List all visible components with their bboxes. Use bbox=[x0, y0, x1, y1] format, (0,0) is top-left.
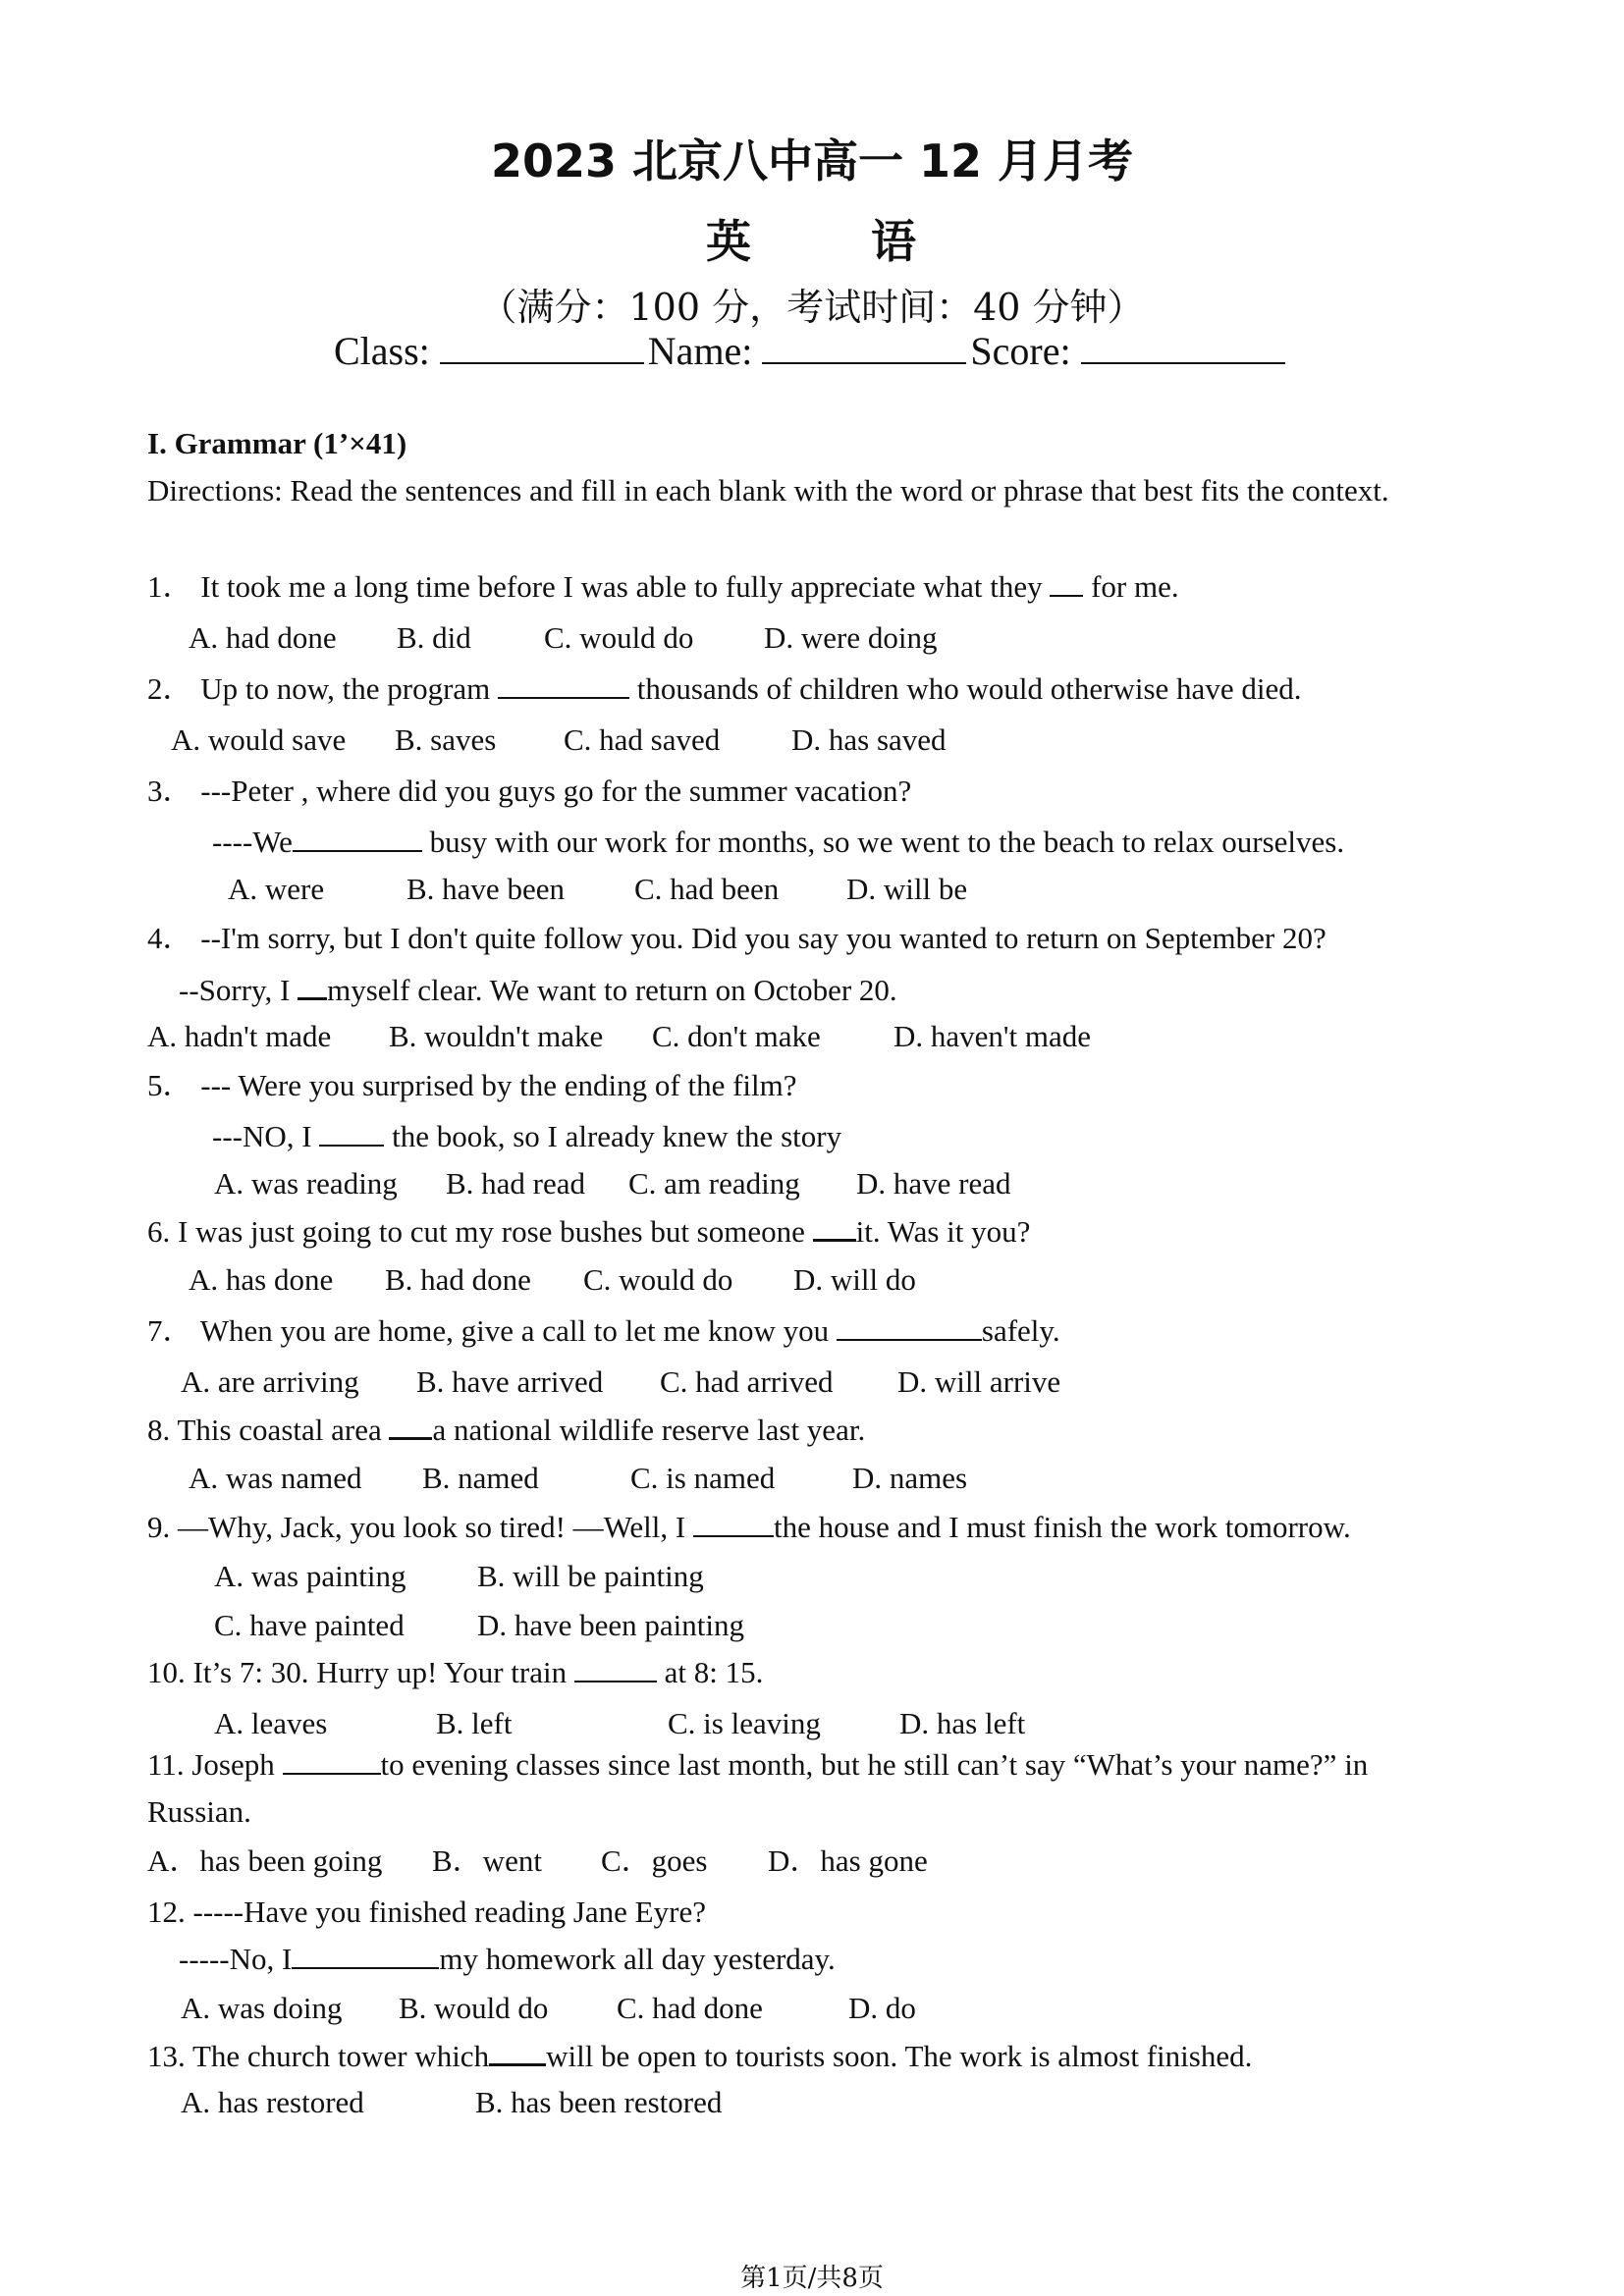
option-c: C. is named bbox=[630, 1461, 776, 1495]
question-12: 12. -----Have you finished reading Jane Eyre? bbox=[147, 1895, 706, 1929]
question-9-options-row-2 bbox=[214, 1610, 744, 1640]
question-text: 1． It took me a long time before I was able to fully appreciate what they bbox=[147, 569, 1043, 604]
question-text: to evening classes since last month, but he still can’t say “What’s your name?” in bbox=[380, 1747, 1369, 1782]
exam-title: 2023 北京八中高一 12 月月考 bbox=[490, 134, 1134, 187]
answer-blank bbox=[574, 1657, 657, 1682]
answer-blank bbox=[813, 1215, 856, 1242]
exam-info: （满分：100 分，考试时间：40 分钟） bbox=[479, 286, 1145, 329]
option-a: A. are arriving bbox=[181, 1364, 359, 1399]
answer-blank bbox=[319, 1121, 384, 1147]
option-a: A. leaves bbox=[214, 1706, 328, 1740]
option-c: C. don't make bbox=[652, 1019, 821, 1053]
answer-blank bbox=[693, 1512, 774, 1537]
question-text: busy with our work for months, so we went to the beach to relax ourselves. bbox=[429, 825, 1345, 859]
question-5-options bbox=[214, 1168, 1011, 1199]
option-c: C. had arrived bbox=[660, 1364, 834, 1399]
answer-blank bbox=[298, 974, 327, 1000]
question-13-options bbox=[181, 2087, 722, 2117]
option-d: D. has saved bbox=[791, 722, 947, 757]
score-blank[interactable] bbox=[1081, 331, 1285, 364]
option-b: B. have been bbox=[406, 872, 565, 906]
answer-blank bbox=[489, 2040, 546, 2066]
question-text: 2． Up to now, the program bbox=[147, 671, 491, 706]
option-a: A. was reading bbox=[214, 1166, 398, 1201]
option-a: A. hadn't made bbox=[147, 1019, 332, 1053]
option-d: D．has gone bbox=[768, 1843, 928, 1878]
score-label: Score: bbox=[970, 329, 1071, 373]
question-11 bbox=[147, 1749, 1368, 1780]
question-4: 4． --I'm sorry, but I don't quite follow you. Did you say you wanted to return on September 20? bbox=[147, 921, 1326, 955]
option-a: A. has restored bbox=[181, 2085, 364, 2119]
answer-blank bbox=[498, 673, 629, 699]
option-a: A. would save bbox=[171, 722, 347, 757]
page-number: 第1页/共8页 bbox=[740, 2264, 884, 2293]
answer-blank bbox=[292, 1944, 439, 1969]
option-c: C. is leaving bbox=[668, 1706, 821, 1740]
option-c: C. have painted bbox=[214, 1608, 405, 1642]
section-heading: I. Grammar (1’×41) bbox=[147, 426, 407, 460]
option-d: D. has left bbox=[899, 1706, 1026, 1740]
option-b: B. will be painting bbox=[477, 1559, 704, 1593]
question-text: the book, so I already knew the story bbox=[392, 1119, 842, 1153]
answer-blank bbox=[389, 1414, 432, 1440]
question-7-options bbox=[181, 1366, 1060, 1397]
question-text: 9. —Why, Jack, you look so tired! —Well, I bbox=[147, 1510, 686, 1544]
option-d: D. will be bbox=[846, 872, 968, 906]
section-directions: Directions: Read the sentences and fill in each blank with the word or phrase that best fits the context. bbox=[147, 473, 1389, 507]
option-b: B. did bbox=[397, 620, 471, 655]
option-b: B. left bbox=[436, 1706, 513, 1740]
option-c: C．goes bbox=[601, 1843, 708, 1878]
question-text: --Sorry, I bbox=[179, 973, 291, 1007]
question-12-response bbox=[179, 1944, 836, 1974]
option-c: C. had done bbox=[617, 1991, 763, 2025]
question-11-line-2: Russian. bbox=[147, 1794, 251, 1829]
question-text: 6. I was just going to cut my rose bushes but someone bbox=[147, 1214, 805, 1249]
question-text: 11. Joseph bbox=[147, 1747, 275, 1782]
question-text: 10. It’s 7: 30. Hurry up! Your train bbox=[147, 1655, 568, 1689]
question-2-options bbox=[171, 724, 947, 755]
option-c: C. had saved bbox=[564, 722, 721, 757]
option-a: A．has been going bbox=[147, 1843, 383, 1878]
option-c: C. am reading bbox=[628, 1166, 800, 1201]
answer-blank bbox=[837, 1315, 982, 1341]
question-4-response bbox=[179, 974, 897, 1005]
option-b: B. have arrived bbox=[416, 1364, 604, 1399]
question-text: thousands of children who would otherwise have died. bbox=[636, 671, 1302, 706]
name-label: Name: bbox=[647, 329, 753, 373]
answer-blank bbox=[283, 1749, 381, 1775]
question-text: will be open to tourists soon. The work is almost finished. bbox=[546, 2039, 1253, 2073]
option-d: D. names bbox=[852, 1461, 968, 1495]
question-9-options-row-1 bbox=[214, 1561, 704, 1591]
question-text: safely. bbox=[981, 1313, 1060, 1348]
option-d: D. were doing bbox=[764, 620, 938, 655]
name-blank[interactable] bbox=[762, 331, 966, 364]
option-d: D. will do bbox=[793, 1262, 916, 1297]
subject-char-1: 英 bbox=[706, 215, 753, 268]
answer-blank bbox=[293, 827, 422, 852]
option-b: B. had done bbox=[385, 1262, 531, 1297]
question-3-options bbox=[228, 874, 967, 904]
question-text: ----We bbox=[212, 825, 293, 859]
question-text: at 8: 15. bbox=[664, 1655, 764, 1689]
option-d: D. haven't made bbox=[893, 1019, 1091, 1053]
question-5-response bbox=[212, 1121, 841, 1151]
question-6-options bbox=[189, 1264, 916, 1295]
question-text: my homework all day yesterday. bbox=[439, 1942, 836, 1976]
option-c: C. would do bbox=[544, 620, 694, 655]
option-b: B. had read bbox=[446, 1166, 586, 1201]
answer-blank bbox=[1050, 571, 1083, 597]
option-d: D. have read bbox=[856, 1166, 1011, 1201]
question-12-options bbox=[181, 1993, 916, 2023]
question-5: 5． --- Were you surprised by the ending of the film? bbox=[147, 1068, 797, 1102]
question-text: -----No, I bbox=[179, 1942, 293, 1976]
subject-title bbox=[0, 206, 1624, 271]
student-info-line bbox=[334, 328, 1289, 374]
question-text: myself clear. We want to return on October 20. bbox=[327, 973, 897, 1007]
question-8-options bbox=[189, 1463, 967, 1493]
option-a: A. was painting bbox=[214, 1559, 406, 1593]
question-text: it. Was it you? bbox=[855, 1214, 1031, 1249]
question-text: for me. bbox=[1091, 569, 1179, 604]
question-2 bbox=[147, 673, 1301, 704]
option-d: D. do bbox=[848, 1991, 916, 2025]
question-3: 3． ---Peter , where did you guys go for the summer vacation? bbox=[147, 774, 912, 808]
question-13 bbox=[147, 2040, 1252, 2071]
option-b: B. saves bbox=[395, 722, 497, 757]
question-text: 7． When you are home, give a call to let me know you bbox=[147, 1313, 830, 1348]
option-a: A. has done bbox=[189, 1262, 334, 1297]
option-b: B. has been restored bbox=[475, 2085, 723, 2119]
question-3-response bbox=[212, 827, 1344, 857]
question-7 bbox=[147, 1315, 1060, 1346]
option-a: A. were bbox=[228, 872, 325, 906]
question-text: a national wildlife reserve last year. bbox=[432, 1413, 866, 1447]
question-6 bbox=[147, 1215, 1030, 1247]
question-text: 13. The church tower which bbox=[147, 2039, 490, 2073]
subject-char-2: 语 bbox=[871, 215, 918, 268]
option-d: D. will arrive bbox=[897, 1364, 1061, 1399]
question-10-options bbox=[214, 1708, 1025, 1738]
question-text: the house and I must finish the work tomorrow. bbox=[773, 1510, 1351, 1544]
option-d: D. have been painting bbox=[477, 1608, 745, 1642]
question-1-options bbox=[189, 622, 937, 653]
option-a: A. was named bbox=[189, 1461, 362, 1495]
question-text: ---NO, I bbox=[212, 1119, 312, 1153]
question-10 bbox=[147, 1657, 763, 1687]
option-b: B．went bbox=[432, 1843, 542, 1878]
question-1 bbox=[147, 571, 1179, 602]
question-11-options bbox=[147, 1845, 928, 1876]
class-label: Class: bbox=[334, 329, 430, 373]
option-b: B. wouldn't make bbox=[389, 1019, 604, 1053]
question-text: 8. This coastal area bbox=[147, 1413, 382, 1447]
question-4-options bbox=[147, 1021, 1091, 1051]
question-8 bbox=[147, 1414, 865, 1445]
question-9 bbox=[147, 1512, 1351, 1542]
option-b: B. would do bbox=[399, 1991, 549, 2025]
class-blank[interactable] bbox=[440, 331, 644, 364]
option-a: A. had done bbox=[189, 620, 337, 655]
option-c: C. had been bbox=[634, 872, 780, 906]
option-b: B. named bbox=[422, 1461, 539, 1495]
option-a: A. was doing bbox=[181, 1991, 343, 2025]
option-c: C. would do bbox=[583, 1262, 733, 1297]
